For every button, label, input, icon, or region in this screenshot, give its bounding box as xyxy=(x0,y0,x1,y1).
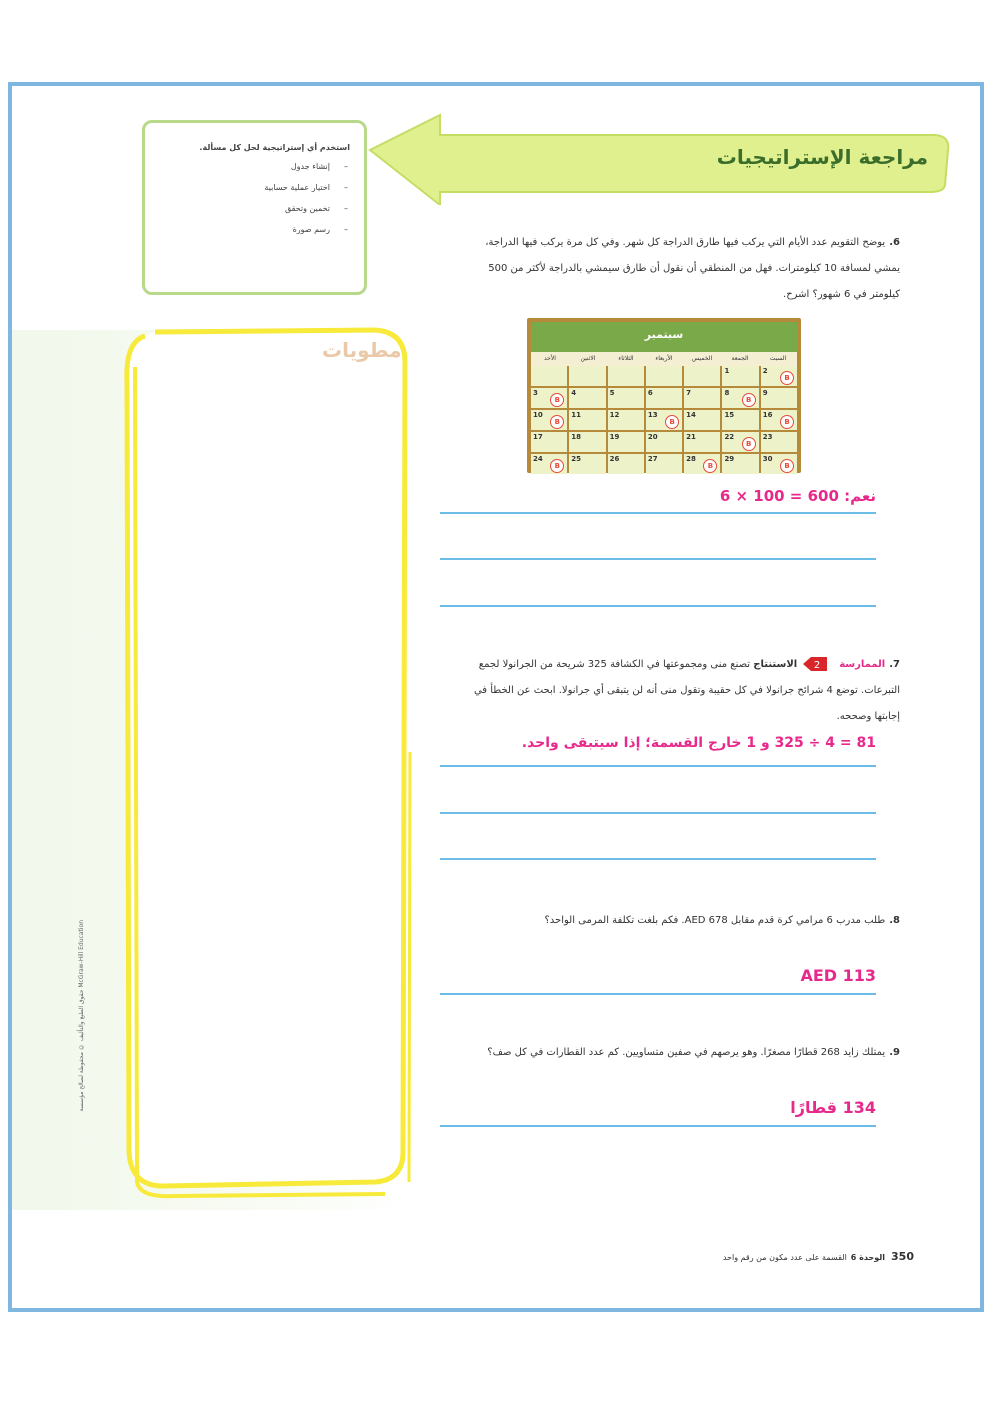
calendar-day xyxy=(646,366,682,386)
calendar-day-number: 15 xyxy=(724,411,735,419)
calendar-day xyxy=(569,432,605,452)
calendar-day xyxy=(608,388,644,408)
calendar-day xyxy=(722,432,758,452)
calendar-day xyxy=(569,366,605,386)
notes-highlight-outline xyxy=(115,322,415,1202)
answer-line xyxy=(440,858,876,860)
calendar-day xyxy=(722,366,758,386)
calendar-day xyxy=(684,454,720,474)
bike-marker-icon: B xyxy=(742,437,756,451)
calendar-day-number: 3 xyxy=(533,389,538,397)
calendar-weekday: الجمعة xyxy=(731,355,749,362)
calendar-day xyxy=(684,432,720,452)
answer-line xyxy=(440,558,876,560)
calendar-day xyxy=(531,454,567,474)
calendar-day xyxy=(646,388,682,408)
calendar-day-number: 16 xyxy=(762,411,773,419)
calendar-day xyxy=(569,410,605,430)
calendar-day-number: 20 xyxy=(647,433,658,441)
strategy-item: – إنشاء جدول xyxy=(159,162,330,171)
question-9 xyxy=(480,1040,900,1066)
strategy-item: – رسم صورة xyxy=(159,225,330,234)
calendar-day xyxy=(608,366,644,386)
calendar-weekday: الاثنين xyxy=(580,355,596,362)
calendar-day-number: 22 xyxy=(724,433,735,441)
calendar-day-number: 23 xyxy=(762,433,773,441)
calendar-day xyxy=(761,410,797,430)
page-footer xyxy=(723,1250,914,1263)
calendar-weekday: الأحد xyxy=(544,355,556,362)
calendar-day-number: 11 xyxy=(571,411,582,419)
practice-badge-icon xyxy=(801,655,829,673)
calendar-day xyxy=(531,366,567,386)
calendar-day-number: 13 xyxy=(647,411,658,419)
calendar-day-number: 14 xyxy=(686,411,696,419)
calendar-day xyxy=(608,454,644,474)
calendar-day-number: 21 xyxy=(686,433,696,441)
calendar-day-number: 30 xyxy=(762,455,773,463)
page-number: 350 xyxy=(891,1250,914,1263)
calendar-day xyxy=(608,410,644,430)
answer-line xyxy=(440,993,876,995)
bike-marker-icon: B xyxy=(550,393,564,407)
bike-marker-icon: B xyxy=(780,459,794,473)
calendar-day xyxy=(646,454,682,474)
calendar-day-number: 18 xyxy=(571,433,582,441)
inference-label: الاستنتاج xyxy=(753,659,798,670)
answer-6: نعم: 600 = 100 × 6 xyxy=(719,487,876,505)
calendar-day xyxy=(569,454,605,474)
calendar-day-number: 5 xyxy=(609,389,615,397)
question-number: 8. xyxy=(889,915,900,926)
bike-marker-icon: B xyxy=(550,415,564,429)
calendar-day-number: 2 xyxy=(762,367,768,375)
calendar-day xyxy=(531,388,567,408)
calendar-day xyxy=(761,454,797,474)
answer-line xyxy=(440,1125,876,1127)
calendar-day-number: 29 xyxy=(724,455,735,463)
answer-8: AED 113 xyxy=(800,966,876,985)
calendar-month: سبتمبر xyxy=(644,328,684,341)
bike-marker-icon: B xyxy=(742,393,756,407)
calendar-day-number: 12 xyxy=(609,411,620,419)
calendar-day xyxy=(684,366,720,386)
calendar-day-number: 19 xyxy=(609,433,620,441)
calendar-day xyxy=(761,388,797,408)
bike-marker-icon: B xyxy=(550,459,564,473)
bike-marker-icon: B xyxy=(665,415,679,429)
calendar-day-number: 24 xyxy=(533,455,543,463)
answer-7: 81 = 4 ÷ 325 و 1 خارج القسمة؛ إذا سيتبقى واحد. xyxy=(521,735,876,751)
calendar-day-number: 17 xyxy=(533,433,543,441)
calendar-day xyxy=(722,454,758,474)
strategy-item: – تخمين وتحقق xyxy=(159,204,330,213)
calendar-day-number: 26 xyxy=(609,455,620,463)
practice-badge-number: 2 xyxy=(814,660,821,671)
calendar-weekday: الثلاثاء xyxy=(618,355,634,362)
calendar-day xyxy=(646,432,682,452)
question-text: يمتلك زايد 268 قطارًا مصغرًا. وهو يرصهم في صفين متساويين. كم عدد القطارات في كل صف؟ xyxy=(487,1047,886,1058)
calendar-weekday: السبت xyxy=(769,355,787,362)
question-text: يوضح التقويم عدد الأيام التي يركب فيها طارق الدراجة كل شهر. وفي كل مرة يركب فيها الدراجة، يمشي لمسافة 10 كيلومترات. فهل من المنطقي أن نقول أن طارق سيمشي بالدراجة لأكثر من 500 كيلومتر في 6 شهور؟ اشرح. xyxy=(485,237,900,300)
calendar-day xyxy=(684,410,720,430)
strategy-title: استخدم أي إستراتيجية لحل كل مسألة. xyxy=(199,143,350,152)
calendar-weekday: الخميس xyxy=(691,355,713,362)
calendar-day-number: 6 xyxy=(647,389,653,397)
calendar-day-number: 25 xyxy=(571,455,582,463)
question-7 xyxy=(460,652,900,730)
practice-label: الممارسة xyxy=(839,659,886,670)
answer-line xyxy=(440,512,876,514)
calendar-day-number: 1 xyxy=(724,367,730,375)
strategy-box xyxy=(142,120,367,295)
strategy-list xyxy=(159,162,350,234)
calendar-day xyxy=(761,366,797,386)
answer-line xyxy=(440,812,876,814)
calendar-day xyxy=(722,410,758,430)
calendar-weekdays xyxy=(531,352,797,366)
question-text: تصنع منى ومجموعتها في الكشافة 325 شريحة من الجرانولا لجمع التبرعات. توضع 4 شرائح جرانولا في كل حقيبة وتقول منى أنه لن يتبقى أي جرانولا. ابحث عن الخطأ في إجابتها وصححه. xyxy=(473,659,900,722)
bike-marker-icon: B xyxy=(780,371,794,385)
calendar-day xyxy=(684,388,720,408)
calendar-day-number: 10 xyxy=(533,411,543,419)
calendar-day xyxy=(531,410,567,430)
question-number: 6. xyxy=(889,237,900,248)
answer-line xyxy=(440,605,876,607)
copyright-credit: حقوق الطبع والتأليف © محفوظة لصالح مؤسسة McGraw-Hill Education xyxy=(78,920,85,1112)
calendar-day xyxy=(722,388,758,408)
answer-9: 134 قطارًا xyxy=(790,1098,876,1117)
calendar-day xyxy=(608,432,644,452)
unit-label: الوحدة 6 xyxy=(850,1253,886,1262)
calendar-day-number: 9 xyxy=(762,389,768,397)
calendar xyxy=(527,318,801,473)
notes-label: مطويات xyxy=(322,338,402,362)
calendar-day xyxy=(569,388,605,408)
calendar-grid xyxy=(531,366,797,469)
calendar-day-number: 28 xyxy=(686,455,696,463)
question-text: طلب مدرب 6 مرامي كرة قدم مقابل AED 678. فكم بلغت تكلفة المرمى الواحد؟ xyxy=(544,915,886,926)
calendar-day-number: 8 xyxy=(724,389,730,397)
calendar-weekday: الأربعاء xyxy=(655,355,673,362)
unit-title: القسمة على عدد مكون من رقم واحد xyxy=(722,1253,847,1262)
question-6 xyxy=(480,230,900,308)
bike-marker-icon: B xyxy=(780,415,794,429)
calendar-day xyxy=(531,432,567,452)
page-title: مراجعة الإستراتيجيات xyxy=(716,145,928,169)
bike-marker-icon: B xyxy=(703,459,717,473)
question-number: 9. xyxy=(889,1047,900,1058)
calendar-day-number: 7 xyxy=(686,389,692,397)
strategy-item: – اختيار عملية حسابية xyxy=(159,183,330,192)
calendar-day-number: 4 xyxy=(571,389,577,397)
answer-line xyxy=(440,765,876,767)
question-8 xyxy=(480,908,900,934)
calendar-day-number: 27 xyxy=(647,455,658,463)
calendar-day xyxy=(646,410,682,430)
question-number: 7. xyxy=(889,659,900,670)
calendar-header xyxy=(531,322,797,352)
calendar-day xyxy=(761,432,797,452)
